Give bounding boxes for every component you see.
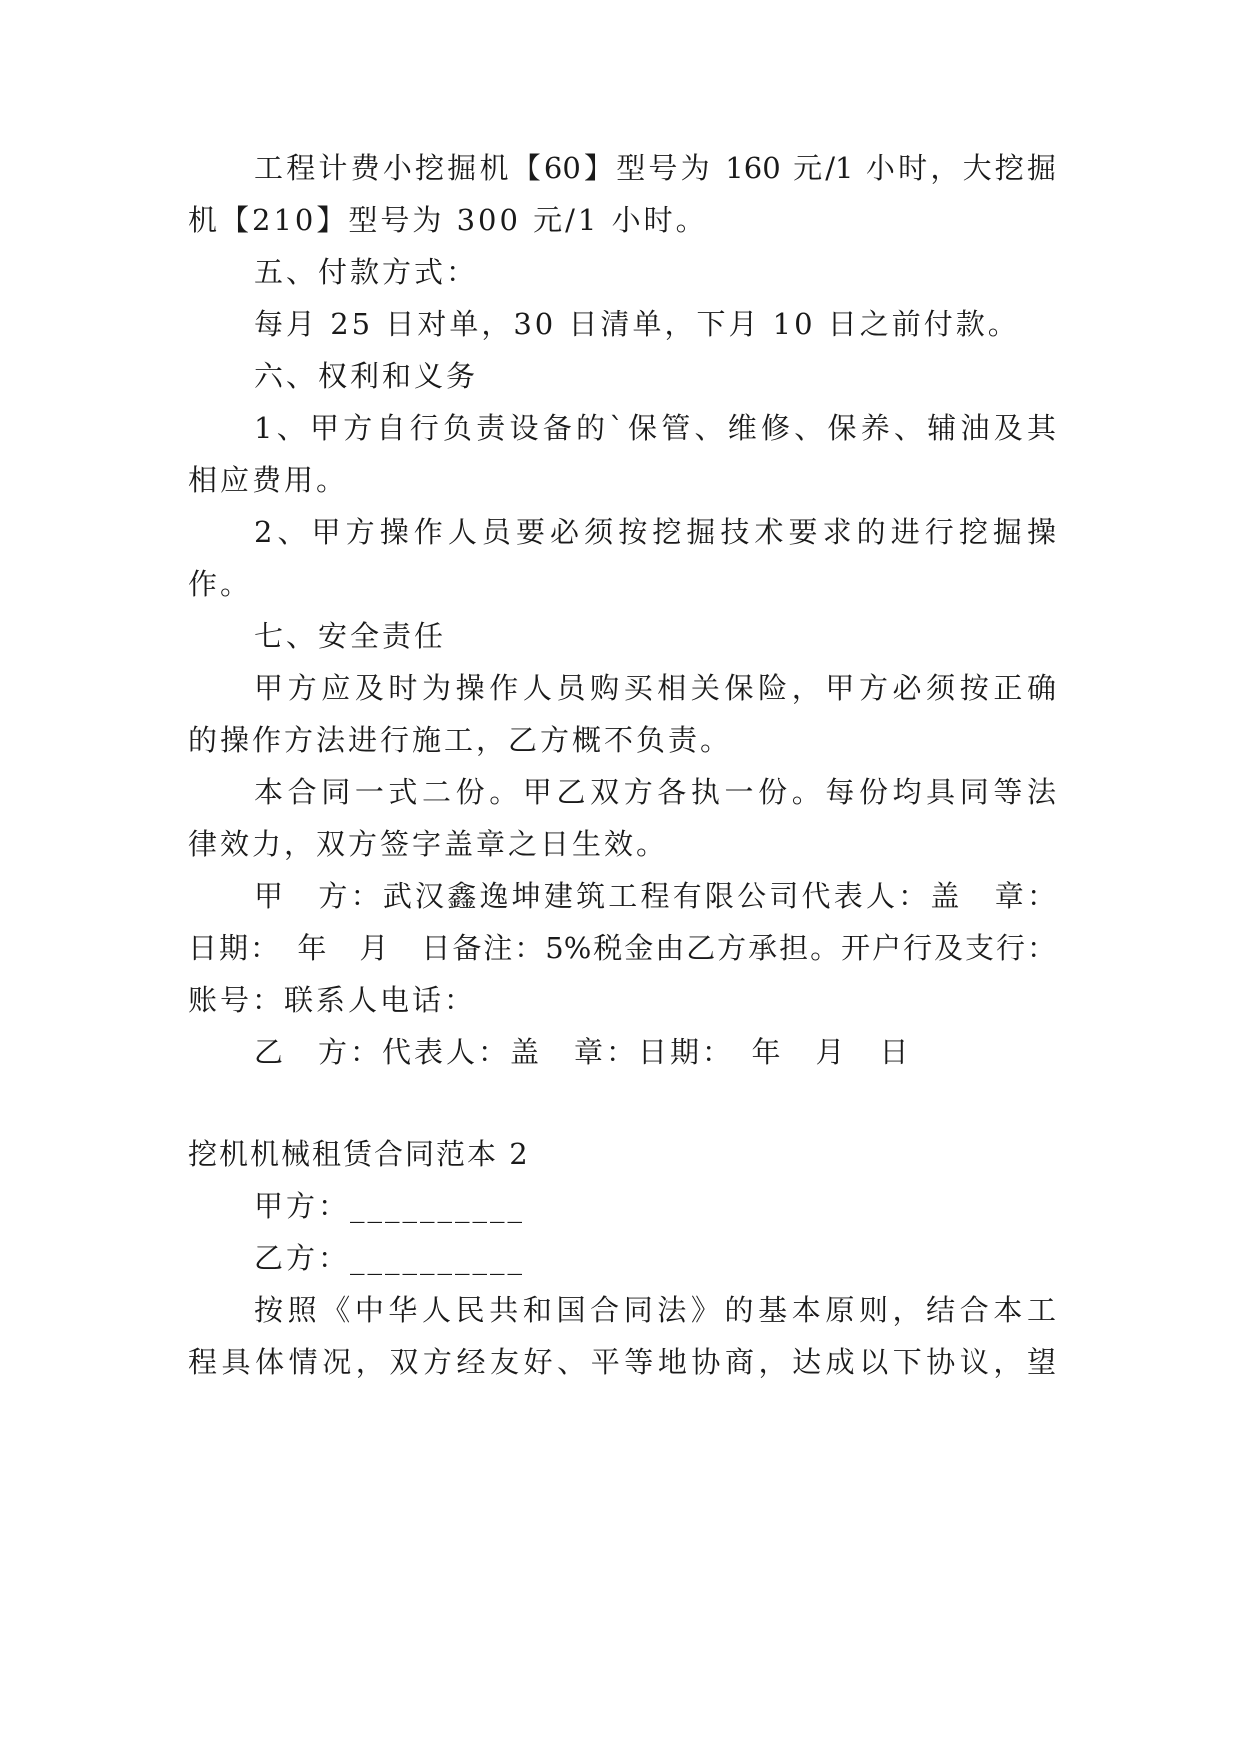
party-a-field: 甲方：__________ [254, 1189, 526, 1223]
paragraph-line: 相应费用。 [188, 463, 349, 497]
paragraph-line: 机【210】型号为 300 元/1 小时。 [188, 203, 708, 237]
signature-line-party-a: 账号：联系人电话： [188, 983, 477, 1017]
paragraph-line: 1、甲方自行负责设备的`保管、维修、保养、辅油及其 [254, 411, 1056, 445]
paragraph-line: 甲方应及时为操作人员购买相关保险，甲方必须按正确 [254, 671, 1056, 705]
paragraph-line: 每月 25 日对单，30 日清单，下月 10 日之前付款。 [254, 307, 1020, 341]
signature-line-party-b: 乙 方：代表人：盖 章：日期： 年 月 日 [254, 1035, 912, 1069]
paragraph-line: 按照《中华人民共和国合同法》的基本原则，结合本工 [254, 1293, 1056, 1327]
signature-line-party-a: 日期： 年 月 日备注：5%税金由乙方承担。开户行及支行： [188, 931, 1056, 965]
paragraph-line: 程具体情况，双方经友好、平等地协商，达成以下协议，望 [188, 1345, 1056, 1379]
paragraph-line: 2、甲方操作人员要必须按挖掘技术要求的进行挖掘操 [254, 515, 1056, 549]
paragraph-line: 作。 [188, 567, 253, 601]
contract-title: 挖机机械租赁合同范本 2 [188, 1137, 530, 1171]
party-b-field: 乙方：__________ [254, 1241, 526, 1275]
paragraph-line: 工程计费小挖掘机【60】型号为 160 元/1 小时，大挖掘 [254, 151, 1056, 185]
paragraph-line: 律效力，双方签字盖章之日生效。 [188, 827, 669, 861]
section-heading: 五、付款方式： [254, 255, 479, 289]
paragraph-line: 本合同一式二份。甲乙双方各执一份。每份均具同等法 [254, 775, 1056, 809]
signature-line-party-a: 甲 方：武汉鑫逸坤建筑工程有限公司代表人：盖 章： [254, 879, 1056, 913]
paragraph-line: 的操作方法进行施工，乙方概不负责。 [188, 723, 733, 757]
section-heading: 六、权利和义务 [254, 359, 479, 393]
section-heading: 七、安全责任 [254, 619, 447, 653]
